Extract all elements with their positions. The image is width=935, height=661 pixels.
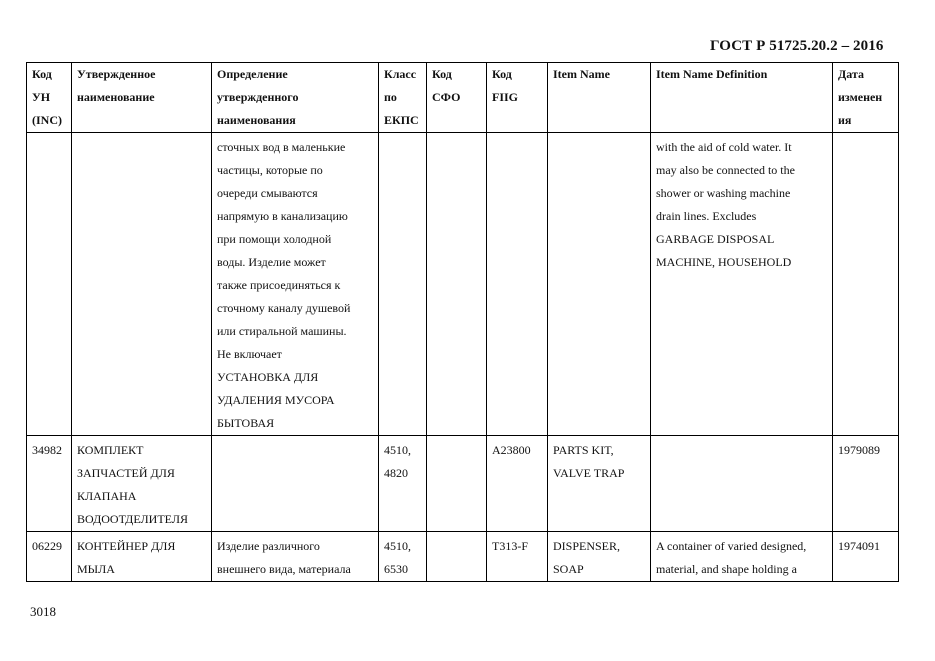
cell-item-name-definition: A container of varied designed, material, and shape holding a xyxy=(651,532,833,582)
cell-approved-name: КОНТЕЙНЕР ДЛЯ МЫЛА xyxy=(72,532,212,582)
cell-fiig-code: T313-F xyxy=(487,532,548,582)
column-header-item-name: Item Name xyxy=(548,63,651,133)
cell-change-date: 1974091 xyxy=(833,532,899,582)
cell-approved-name: КОМПЛЕКТ ЗАПЧАСТЕЙ ДЛЯ КЛАПАНА ВОДООТДЕЛИТЕЛЯ xyxy=(72,436,212,532)
cell-inc xyxy=(27,133,72,436)
cell-definition: сточных вод в маленькие частицы, которые по очереди смываются напрямую в канализацию при помощи холодной воды. Изделие может также присоединяться к сточному каналу душевой или стиральной машины. Не включает УСТАНОВКА ДЛЯ УДАЛЕНИЯ МУСОРА БЫТОВАЯ xyxy=(212,133,379,436)
cell-item-name-definition xyxy=(651,436,833,532)
cell-ekps-class: 4510, 4820 xyxy=(379,436,427,532)
cell-item-name: DISPENSER, SOAP xyxy=(548,532,651,582)
cell-change-date xyxy=(833,133,899,436)
cell-fiig-code: A23800 xyxy=(487,436,548,532)
column-header-inc: Код УН (INC) xyxy=(27,63,72,133)
cell-inc: 34982 xyxy=(27,436,72,532)
column-header-change-date: Дата изменен ия xyxy=(833,63,899,133)
cell-definition xyxy=(212,436,379,532)
column-header-item-name-definition: Item Name Definition xyxy=(651,63,833,133)
cell-ekps-class: 4510, 6530 xyxy=(379,532,427,582)
cell-item-name xyxy=(548,133,651,436)
page-number: 3018 xyxy=(30,604,56,619)
cell-item-name: PARTS KIT, VALVE TRAP xyxy=(548,436,651,532)
table-row xyxy=(27,532,899,582)
table-row xyxy=(27,133,899,436)
column-header-definition: Определение утвержденного наименования xyxy=(212,63,379,133)
table-header-row xyxy=(27,63,899,133)
cell-inc: 06229 xyxy=(27,532,72,582)
column-header-fiig-code: Код FIIG xyxy=(487,63,548,133)
nomenclature-table xyxy=(26,62,899,582)
cell-change-date: 1979089 xyxy=(833,436,899,532)
cell-definition: Изделие различного внешнего вида, материала xyxy=(212,532,379,582)
cell-item-name-definition: with the aid of cold water. It may also be connected to the shower or washing machine drain lines. Excludes GARBAGE DISPOSAL MACHINE, HOUSEHOLD xyxy=(651,133,833,436)
cell-sfo-code xyxy=(427,532,487,582)
cell-fiig-code xyxy=(487,133,548,436)
cell-sfo-code xyxy=(427,133,487,436)
cell-approved-name xyxy=(72,133,212,436)
column-header-approved-name: Утвержденное наименование xyxy=(72,63,212,133)
table-row xyxy=(27,436,899,532)
cell-sfo-code xyxy=(427,436,487,532)
column-header-sfo-code: Код СФО xyxy=(427,63,487,133)
document-standard-header: ГОСТ Р 51725.20.2 – 2016 xyxy=(710,38,884,54)
cell-ekps-class xyxy=(379,133,427,436)
column-header-ekps-class: Класс по ЕКПС xyxy=(379,63,427,133)
